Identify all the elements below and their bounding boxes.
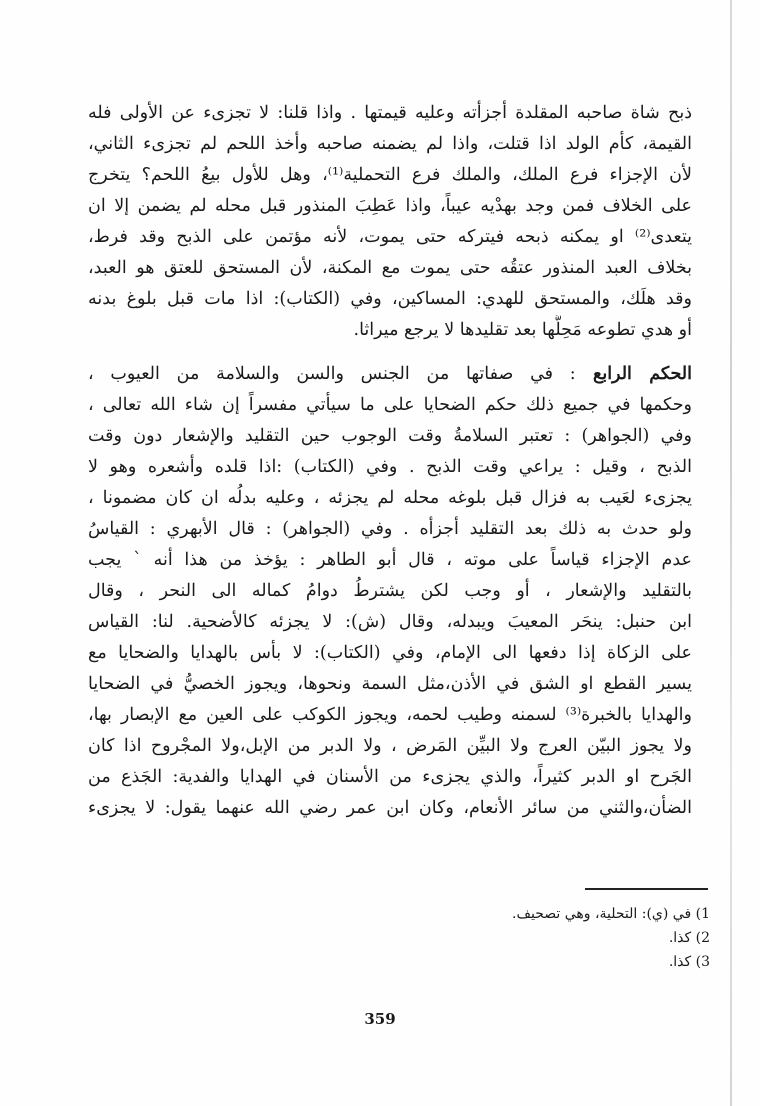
text-line: ولو حدث به ذلك بعد التقليد أجزأه . وفي (الجواهر) : قال الأبهري : القياسُ	[88, 519, 692, 539]
text-line: ابن حنبل: ينحَر المعيبَ ويبدله، وقال (ش): لا يجزئه كالأضحية. لنا: القياس	[88, 612, 692, 632]
text-line: ولا يجوز البيّن العرج ولا البيِّن المَرض ، ولا الدبر من الإبل،ولا المجْروح اذا كان	[88, 736, 692, 756]
section-heading-title: الحكم الرابع	[575, 364, 692, 384]
text-line: ذبح شاة صاحبه المقلدة أجزأته وعليه قيمتها . واذا قلنا: لا تجزىء عن الأولى فله	[88, 103, 692, 123]
text-line: بخلاف العبد المنذور عتقُه حتى يموت مع المكنة، لأن المستحق للعتق هو العبد،	[88, 258, 692, 278]
scan-edge-shadow	[730, 0, 732, 1106]
page-number: 359	[364, 1010, 396, 1028]
text-line: الذبح ، وقيل : يراعي وقت الذبح . وفي (الكتاب) :اذا قلده وأشعره وهو لا	[88, 457, 692, 477]
footnote: 2) كذا.	[668, 930, 710, 946]
text-line: يجزىء لعَيب به فزال قبل بلوغه محله لم يجزئه ، وعليه بدلُه ان كان مضمونا ،	[88, 488, 692, 508]
main-text	[88, 98, 692, 824]
text-line: يتعدى⁽²⁾ او يمكنه ذبحه فيتركه حتى يموت، لأنه مؤتمن على الذبح وقد فرط،	[88, 227, 692, 247]
text-line: يسير القطع او الشق في الأذن،مثل السمة ونحوها، ويجوز الخصيُّ في الضحايا	[88, 674, 692, 694]
paragraph-gap	[88, 346, 692, 359]
footnote-separator	[585, 888, 708, 890]
text-line: الجَرح او الدبر كثيراً، والذي يجزىء من الأسنان في الهدايا والفدية: الجَذع من	[88, 767, 692, 787]
text-line: وقد هلَك، والمستحق للهدي: المساكين، وفي (الكتاب): اذا مات قبل بلوغ بدنه	[88, 289, 692, 309]
text-line: وفي (الجواهر) : تعتبر السلامةُ وقت الوجوب حين التقليد والإشعار دون وقت	[88, 426, 692, 446]
text-line: بالتقليد والإشعار ، أو وجب لكن يشترطُ دوامُ كماله الى النحر ، وقال	[88, 581, 692, 601]
text-line: الضأن،والثني من سائر الأنعام، وكان ابن عمر رضي الله عنهما يقول: لا يجزىء	[88, 798, 692, 818]
section-heading-line: الحكم الرابع : في صفاتها من الجنس والسن والسلامة من العيوب ،	[88, 364, 692, 384]
text-line: وحكمها في جميع ذلك حكم الضحايا على ما سيأتي مفسراً إن شاء الله تعالى ،	[88, 395, 692, 415]
text-line: على الخلاف فمن وجد بهدْيه عيباً، واذا عَطِبَ المنذور قبل محله لم يضمن إلا ان	[88, 196, 692, 216]
text-line: أو هدي تطوعه مَحِلَّها بعد تقليدها لا يرجع ميراثا.	[353, 320, 692, 340]
footnotes	[380, 902, 710, 974]
text-line: القيمة، كأم الولد اذا قتلت، واذا لم يضمنه صاحبه وأخذ اللحم لم تجزىء الثاني،	[88, 134, 692, 154]
text-line: على الزكاة إذا دفعها الى الإمام، وفي (الكتاب): لا بأس بالهدايا والضحايا مع	[88, 643, 692, 663]
text-line: والهدايا بالخبرة⁽³⁾ لسمنه وطيب لحمه، ويجوز الكوكب على العين مع الإبصار بها،	[88, 705, 692, 725]
footnote: 3) كذا.	[668, 954, 710, 970]
text-line: عدم الإجزاء قياساً على موته ، قال أبو الطاهر : يؤخذ من هذا أنه ` يجب	[88, 550, 692, 570]
text-line: لأن الإجزاء فرع الملك، والملك فرع التحملية⁽¹⁾، وهل للأول بيعُ اللحم؟ يتخرج	[88, 165, 692, 185]
footnote: 1) في (ي): التحلية، وهي تصحيف.	[512, 906, 710, 922]
